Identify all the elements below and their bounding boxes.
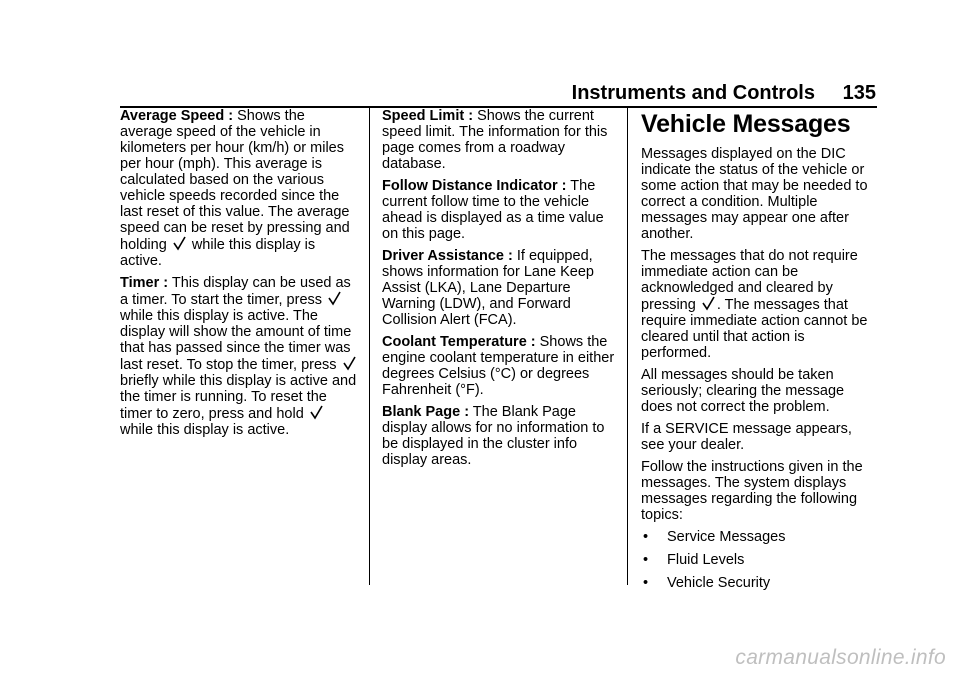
right-column	[641, 108, 877, 598]
page-header	[120, 80, 877, 108]
coolant-temperature-text: Shows the engine coolant temperature in either degrees Celsius (°C) or degrees Fahrenheit (°F).	[382, 334, 615, 398]
list-item	[641, 575, 877, 591]
checkmark-icon	[328, 291, 341, 306]
left-column	[120, 108, 358, 444]
paragraph: Messages displayed on the DIC indicate the status of the vehicle or some action that may be needed to correct a condition. Multiple messages may appear one after another.	[641, 146, 868, 242]
driver-assistance-text: If equipped, shows information for Lane Keep Assist (LKA), Lane Departure Warning (LDW), and Forward Collision Alert (FCA).	[382, 248, 594, 328]
average-speed-text-end: while this display is active.	[120, 237, 316, 269]
list-item-label: Vehicle Security	[667, 575, 771, 591]
paragraph: If a SERVICE message appears, see your dealer.	[641, 421, 852, 453]
paragraph-text: . The messages that require immediate action cannot be cleared until that action is performed.	[641, 297, 868, 361]
middle-column	[382, 108, 618, 474]
timer-term: Timer :	[120, 275, 169, 291]
speed-limit-text: Shows the current speed limit. The information for this page comes from a roadway database.	[382, 108, 608, 172]
section-title: Instruments and Controls	[571, 82, 815, 104]
follow-distance-entry	[382, 178, 618, 242]
checkmark-icon	[310, 405, 323, 420]
coolant-temperature-entry	[382, 334, 618, 398]
vehicle-messages-heading: Vehicle Messages	[641, 110, 851, 138]
timer-text: This display can be used as a timer. To start the timer, press	[120, 275, 351, 308]
list-item-label: Fluid Levels	[667, 552, 745, 568]
checkmark-icon	[173, 236, 186, 251]
bullet-icon: •	[643, 552, 649, 568]
bullet-icon: •	[643, 529, 649, 545]
list-item	[641, 552, 877, 568]
timer-text-2: while this display is active. The display will show the amount of time that has passed since the timer was last reset. To stop the timer, press	[120, 308, 352, 373]
paragraph: Follow the instructions given in the messages. The system displays messages regarding the following topics:	[641, 459, 863, 523]
column-divider	[627, 108, 628, 585]
driver-assistance-term: Driver Assistance :	[382, 248, 513, 264]
coolant-temperature-term: Coolant Temperature :	[382, 334, 536, 350]
blank-page-entry	[382, 404, 618, 468]
average-speed-text: Shows the average speed of the vehicle in kilometers per hour (km/h) or miles per hour (mph). This average is calculated based on the various vehicle speeds recorded since the last reset of this value. The average speed can be reset by pressing and holding	[120, 108, 350, 253]
speed-limit-term: Speed Limit :	[382, 108, 474, 124]
blank-page-term: Blank Page :	[382, 404, 470, 420]
paragraph-text: The messages that do not require immediate action can be acknowledged and cleared by pressing	[641, 248, 858, 313]
checkmark-icon	[702, 296, 715, 311]
timer-text-3: briefly while this display is active and the timer is running. To reset the timer to zero, press and hold	[120, 373, 357, 422]
follow-distance-text: The current follow time to the vehicle ahead is displayed as a time value on this page.	[382, 178, 604, 242]
list-item-label: Service Messages	[667, 529, 786, 545]
paragraph: All messages should be taken seriously; clearing the message does not correct the problem.	[641, 367, 845, 415]
checkmark-icon	[343, 356, 356, 371]
average-speed-term: Average Speed :	[120, 108, 234, 124]
follow-distance-term: Follow Distance Indicator :	[382, 178, 567, 194]
paragraph	[641, 248, 877, 361]
watermark-logo: carmanualsonline.info	[735, 646, 946, 669]
list-item	[641, 529, 877, 545]
timer-text-4: while this display is active.	[120, 422, 290, 438]
page-number: 135	[842, 82, 876, 104]
column-divider	[369, 108, 370, 585]
bullet-icon: •	[643, 575, 649, 591]
blank-page-text: The Blank Page display allows for no information to be displayed in the cluster info display areas.	[382, 404, 605, 468]
timer-entry	[120, 275, 358, 438]
driver-assistance-entry	[382, 248, 618, 328]
average-speed-entry	[120, 108, 358, 269]
speed-limit-entry	[382, 108, 618, 172]
